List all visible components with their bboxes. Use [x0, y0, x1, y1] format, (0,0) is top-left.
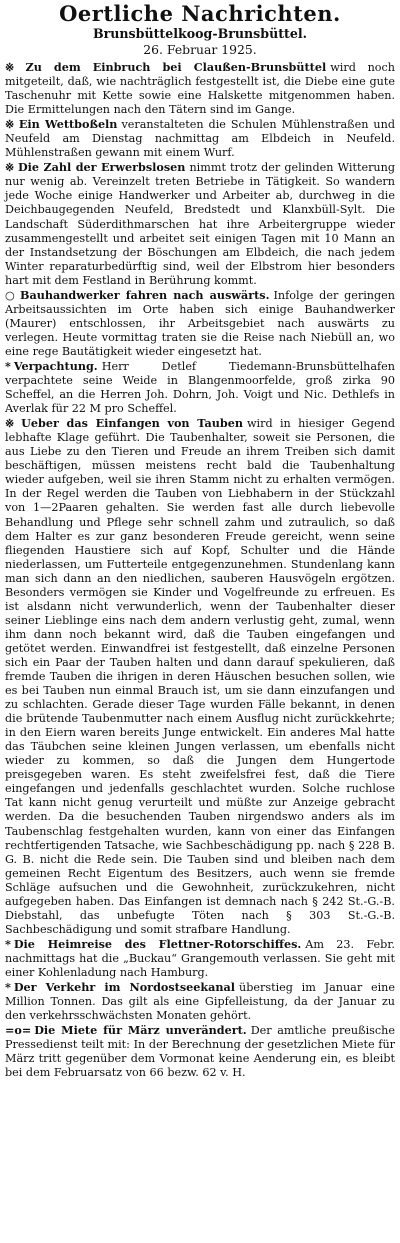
section-title: Oertliche Nachrichten. — [59, 1, 341, 26]
location-heading: Brunsbüttelkoog-Brunsbüttel. — [92, 26, 308, 41]
article-unemployed — [5, 160, 395, 287]
article-marker: * — [5, 358, 11, 373]
article-marker: ※ — [5, 160, 15, 175]
article-pigeons — [5, 416, 395, 937]
article-marker: ○ — [5, 287, 18, 302]
article-burglary — [5, 60, 395, 117]
article-lease — [5, 359, 395, 416]
article-marker: ※ — [5, 60, 23, 74]
article-craftsmen — [5, 288, 395, 359]
article-rotor-ship — [5, 937, 395, 980]
article-headline: Ein Wettboßeln — [18, 117, 118, 132]
article-rent — [5, 1023, 395, 1080]
article-headline: Die Heimreise des Flettner-Rotorschiffes. — [13, 936, 302, 951]
article-canal-traffic — [5, 980, 395, 1023]
article-bosseln — [5, 117, 395, 160]
article-marker: =o= — [5, 1023, 32, 1038]
article-marker: ※ — [5, 416, 19, 431]
article-headline: Zu dem Einbruch bei Claußen-Brunsbüttel — [25, 60, 327, 74]
article-marker: * — [5, 936, 11, 951]
article-body: Am 23. Febr. nachmittags hat die „Buckau“ Grangemouth verlassen. Sie geht mit einer Kohlenladung nach Hamburg. — [5, 937, 395, 979]
article-body: Der amtliche preußische Pressedienst teilt mit: In der Berechnung der gesetzlichen Miete für März tritt gegenüber dem Vormonat keine Aenderung ein, es bleibt bei dem Februarsatz von 66 bezw. 62 v. H. — [5, 1024, 396, 1080]
article-body: wird noch mitgeteilt, daß, wie nachträglich festgestellt ist, die Diebe eine gute Taschenuhr mit Kette sowie eine Halskette mitgenommen haben. Die Ermittelungen nach den Tätern sind im Gange. — [5, 61, 395, 117]
article-headline: Ueber das Einfangen von Tauben — [21, 416, 243, 431]
article-marker: * — [5, 980, 11, 995]
article-headline: Die Zahl der Erwerbslosen — [17, 160, 186, 175]
article-body: wird in hiesiger Gegend lebhafte Klage geführt. Die Taubenhalter, soweit sie Personen, die aus Liebe zu den Tieren und Freude an ihrem Treiben sich damit beschäftigen, müssen meistens recht bald die Taubenhaltung wieder aufgeben, weil sie ihren Stamm nicht zu erhalten vermögen. In der Regel werden die Tauben von Liebhabern in der Stückzahl von 1—2Paaren gehalten. Sie werden fast alle durch liebevolle Behandlung und Pflege sehr schnell zahm und zutraulich, so daß dem Halter es zur ganz besonderen Freude gereicht, wenn seine fliegenden Haustiere sich auf Kopf, Schulter und die Hände niederlassen, um Futterteile entgegenzunehmen. Stundenlang kann man sich dann an den niedlichen, sauberen Hausvögeln ergötzen. Besonders vermögen sie Kinder und Vogelfreunde zu erfreuen. Es ist alsdann nicht verwunderlich, wenn der Taubenhalter dieser seiner Lieblinge eins nach dem andern verlustig geht, zumal, wenn ihm dann noch bekannt wird, daß die Tauben eingefangen und getötet werden. Einwandfrei ist festgestellt, daß einzelne Personen sich ein Paar der Tauben halten und dann darauf spekulieren, daß fremde Tauben die ihrigen in deren Häuschen besuchen sollen, wie es bei Tauben nun einmal Brauch ist, um sie dann einzufangen und zu schlachten. Gerade dieser Tage wurden Fälle bekannt, in denen die brütende Taubenmutter nach einem Ausflug nicht zurückkehrte; in den Eiern waren bereits Junge entwickelt. Ein anderes Mal hatte das Täubchen seine kleinen Jungen verlassen, um ebenfalls nicht wieder zu kommen, so daß die Jungen dem Hungertode preisgegeben waren. Es steht zweifelsfrei fest, daß die Tiere eingefangen und jedenfalls geschlachtet wurden. Solche ruchlose Tat kann nicht genug verurteilt und müßte zur Anzeige gebracht werden. Da die besuchenden Tauben nirgendswo anders als im Taubenschlag festgehalten wurden, kann von einer das Einfangen rechtfertigenden Tatsache, wie Sachbeschädigung pp. nach § 228 B. G. B. nicht die Rede sein. Die Tauben sind und bleiben nach dem gemeinen Recht Eigentum des Besitzers, auch wenn sie fremde Schläge aufsuchen und die Gewohnheit, zurückzukehren, nicht aufgegeben haben. Das Einfangen ist demnach nach § 242 St.-G.-B. Diebstahl, das unbefugte Töten nach § 303 St.-G.-B. Sachbeschädigung und somit strafbare Handlung. — [5, 417, 395, 936]
article-body: Herr Detlef Tiedemann-Brunsbüttelhafen verpachtete seine Weide in Blangenmoorfelde, groß zirka 90 Scheffel, an die Herren Joh. Dohrn, Joh. Voigt und Nic. Dethlefs in Averlak für 22 M pro Scheffel. — [5, 359, 395, 416]
article-headline: Die Miete für März unverändert. — [34, 1023, 247, 1038]
article-headline: Bauhandwerker fahren nach auswärts. — [20, 287, 270, 302]
article-body: nimmt trotz der gelinden Witterung nur wenig ab. Vereinzelt treten Betriebe in Tätigkeit. So wandern jede Woche einige Handwerker und Arbeiter ab, durchweg in die Deichbaugegenden Neufeld, Bredstedt und Klanxbüll-Sylt. Die Landschaft Süderdithmarschen hat ihre Arbeitergruppe wieder zusammengestellt und arbeitet seit einigen Tagen mit 10 Mann an der Instandsetzung der Böschungen am Elbdeich, die nach jedem Winter reparaturbedürftig sind, weil der Elbstrom hier besonders hart mit dem Festland in Berührung kommt. — [5, 161, 396, 287]
article-headline: Der Verkehr im Nordostseekanal — [13, 980, 235, 995]
article-marker: ※ — [5, 117, 16, 132]
article-body: Infolge der geringen Arbeitsaussichten im Orte haben sich einige Bauhandwerker (Maurer) entschlossen, ihr Arbeitsgebiet nach auswärts zu verlegen. Heute vormittag traten sie die Reise nach Niebüll an, wo eine rege Bautätigkeit wieder eingesetzt hat. — [5, 288, 395, 358]
article-headline: Verpachtung. — [13, 358, 98, 373]
article-body: veranstalteten die Schulen Mühlenstraßen und Neufeld am Dienstag nachmittag am Elbdeich in Neufeld. Mühlenstraßen gewann mit einem Wurf. — [5, 118, 396, 160]
article-body: überstieg im Januar eine Million Tonnen. Das gilt als eine Gipfelleistung, da der Januar zu den verkehrsschwächsten Monaten gehört. — [5, 981, 395, 1023]
dateline: 26. Februar 1925. — [143, 42, 257, 57]
